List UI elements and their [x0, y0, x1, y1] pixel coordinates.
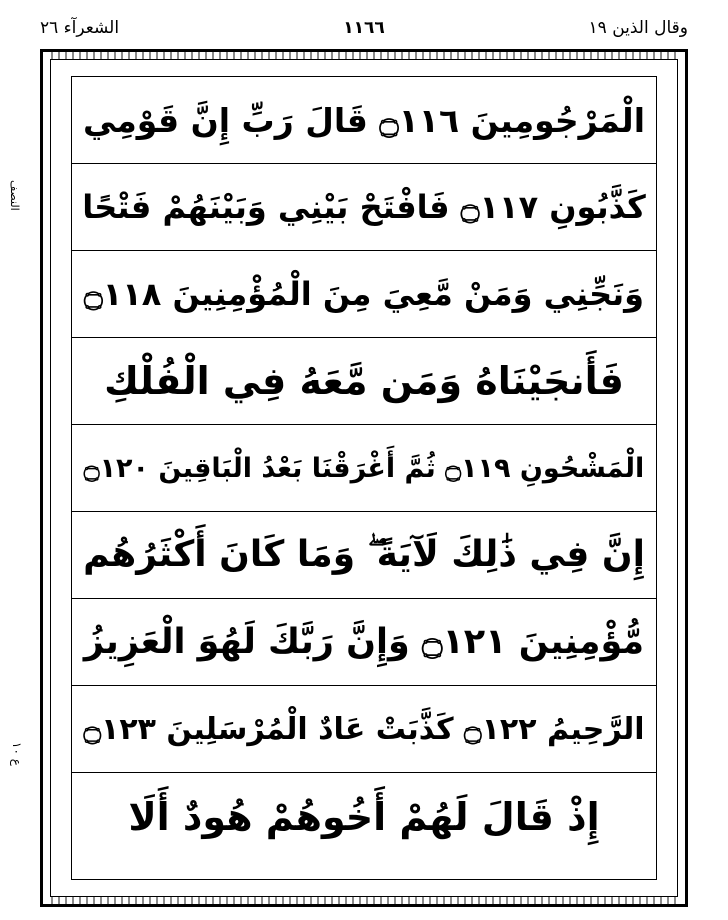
line-text: الْمَرْجُومِينَ ۝١١٦ قَالَ رَبِّ إِنَّ قَوْمِي	[82, 100, 646, 140]
ornamental-border	[50, 59, 678, 897]
ornament-bottom	[51, 896, 677, 904]
text-line-2	[72, 164, 656, 251]
text-line-7	[72, 599, 656, 686]
half-marker-label: النصف	[8, 180, 21, 211]
text-line-3	[72, 251, 656, 338]
text-line-4	[72, 338, 656, 425]
line-text: الْمَشْحُونِ ۝١١٩ ثُمَّ أَغْرَقْنَا بَعْدُ الْبَاقِينَ ۝١٢٠	[83, 452, 645, 484]
ornament-top	[51, 52, 677, 60]
page-number: ١١٦٦	[343, 18, 385, 38]
line-text: إِذْ قَالَ لَهُمْ أَخُوهُمْ هُودٌ أَلَا	[128, 794, 600, 839]
text-line-5	[72, 425, 656, 512]
text-line-1	[72, 77, 656, 164]
line-text: الرَّحِيمُ ۝١٢٢ كَذَّبَتْ عَادٌ الْمُرْسَلِينَ ۝١٢٣	[83, 711, 645, 747]
text-line-8	[72, 686, 656, 773]
text-line-6	[72, 512, 656, 599]
text-line-9	[72, 773, 656, 860]
page-border-frame	[40, 49, 688, 907]
line-text: فَأَنجَيْنَاهُ وَمَن مَّعَهُ فِي الْفُلْكِ	[104, 359, 624, 403]
ruku-marker-label: ع ١٠	[10, 742, 24, 766]
page-header	[40, 18, 688, 48]
line-text: وَنَجِّنِي وَمَنْ مَّعِيَ مِنَ الْمُؤْمِنِينَ ۝١١٨	[83, 275, 645, 313]
text-block	[71, 76, 657, 880]
line-text: كَذَّبُونِ ۝١١٧ فَافْتَحْ بَيْنِي وَبَيْنَهُمْ فَتْحًا	[82, 188, 646, 226]
line-text: مُّؤْمِنِينَ ۝١٢١ وَإِنَّ رَبَّكَ لَهُوَ الْعَزِيزُ	[83, 622, 645, 662]
surah-name: الشعرآء ٢٦	[40, 18, 120, 38]
line-text: إِنَّ فِي ذَٰلِكَ لَآيَةً ۖ وَمَا كَانَ أَكْثَرُهُم	[83, 534, 645, 575]
juz-name: وقال الذين ١٩	[588, 18, 688, 38]
